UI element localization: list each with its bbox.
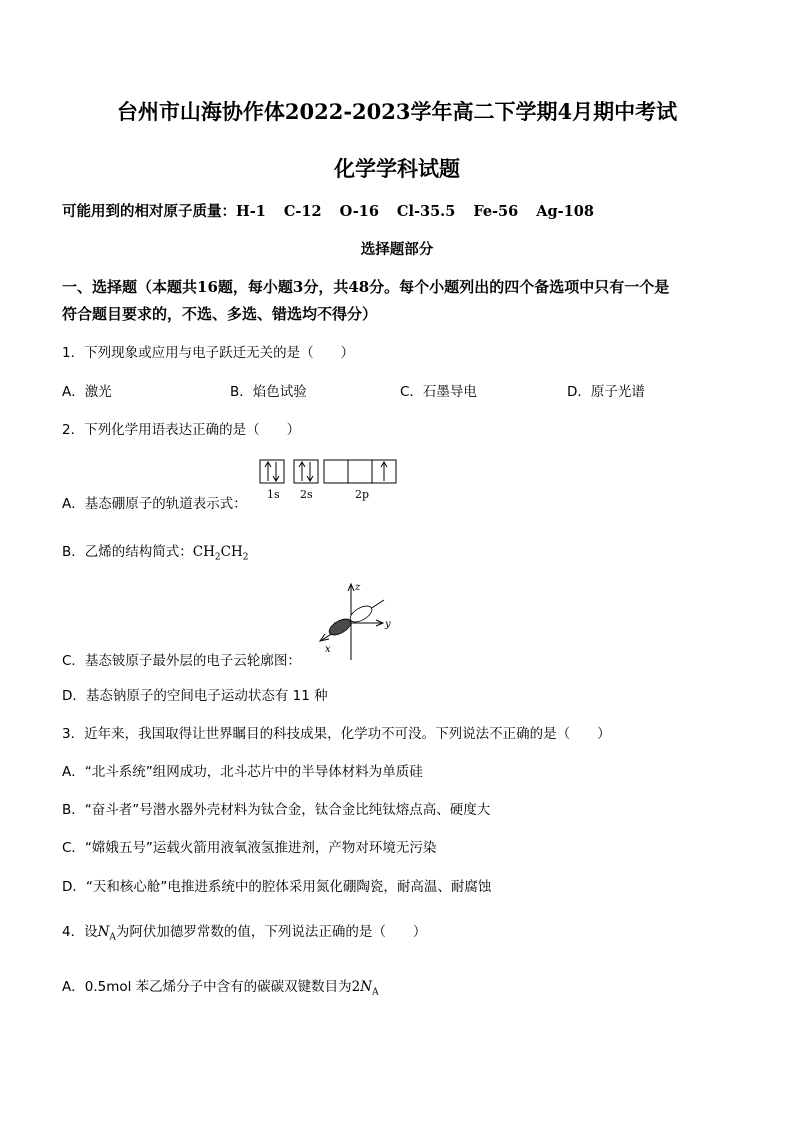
orbital-label-1s: 1s xyxy=(267,488,280,501)
avogadro-symbol: $N_A$ xyxy=(360,979,379,998)
atomic-mass-ag: Ag-108 xyxy=(536,203,594,220)
avogadro-symbol: $N_A$ xyxy=(97,924,116,943)
axis-label-z: z xyxy=(355,582,361,593)
q4-option-a xyxy=(62,975,379,998)
q2-option-b xyxy=(62,540,248,563)
boron-orbital-diagram xyxy=(258,458,403,504)
q3-option-c: C．“嫦娥五号”运载火箭用液氧液氢推进剂，产物对环境无污染 xyxy=(62,840,437,856)
orbital-box-2s xyxy=(294,460,318,483)
q2-option-a: A．基态硼原子的轨道表示式： xyxy=(62,496,247,512)
atomic-masses-label: 可能用到的相对原子质量： xyxy=(62,203,236,220)
orbital-box-1s xyxy=(260,460,284,483)
q4-option-a-coef: 2 xyxy=(351,979,361,995)
q1-stem: 1．下列现象或应用与电子跃迁无关的是（ ） xyxy=(62,345,355,361)
q4-stem-prefix: 4．设 xyxy=(62,924,98,940)
q4-option-a-prefix: A．0.5mol 苯乙烯分子中含有的碳碳双键数目为 xyxy=(62,979,352,995)
atomic-mass-c: C-12 xyxy=(283,203,322,220)
p-orbital-lobe-light xyxy=(348,603,375,625)
orbital-label-2p: 2p xyxy=(355,488,370,501)
q3-option-b: B．“奋斗者”号潜水器外壳材料为钛合金，钛合金比纯钛熔点高、硬度大 xyxy=(62,802,491,818)
atomic-mass-fe: Fe-56 xyxy=(473,203,519,220)
q1-option-c: C．石墨导电 xyxy=(400,384,477,400)
exam-title: 台州市山海协作体2022-2023学年高二下学期4月期中考试 xyxy=(116,99,678,124)
exam-subtitle: 化学学科试题 xyxy=(334,156,460,181)
section-heading-line1: 一、选择题（本题共16题，每小题3分，共48分。每个小题列出的四个备选项中只有一个是 xyxy=(62,278,670,296)
q4-stem-suffix: 为阿伏加德罗常数的值，下列说法正确的是（ ） xyxy=(115,924,427,940)
section-heading-line2: 符合题目要求的，不选、多选、错选均不得分） xyxy=(62,305,378,323)
atomic-mass-h: H-1 xyxy=(236,203,266,220)
electron-cloud-diagram xyxy=(312,580,397,662)
orbital-box-2p-1 xyxy=(324,460,348,483)
q3-stem: 3．近年来，我国取得让世界瞩目的科技成果，化学功不可没。下列说法不正确的是（ ） xyxy=(62,726,611,742)
q1-option-a: A．激光 xyxy=(62,384,112,400)
q2-option-d: D．基态钠原子的空间电子运动状态有 11 种 xyxy=(62,688,328,704)
q2-stem: 2．下列化学用语表达正确的是（ ） xyxy=(62,422,301,438)
q1-option-d: D．原子光谱 xyxy=(567,384,645,400)
q2-option-c: C．基态铍原子最外层的电子云轮廓图： xyxy=(62,653,301,669)
atomic-mass-cl: Cl-35.5 xyxy=(396,203,456,220)
x-axis-arrowhead xyxy=(320,634,329,641)
formula-ch: CH xyxy=(220,544,243,560)
q3-option-a: A．“北斗系统”组网成功，北斗芯片中的半导体材料为单质硅 xyxy=(62,764,423,780)
axis-label-x: x xyxy=(325,644,331,655)
atomic-mass-o: O-16 xyxy=(339,203,379,220)
q1-option-b: B．焰色试验 xyxy=(230,384,307,400)
q3-option-d: D．“天和核心舱”电推进系统中的腔体采用氮化硼陶瓷，耐高温、耐腐蚀 xyxy=(62,879,492,895)
q2-option-b-prefix: B．乙烯的结构简式： xyxy=(62,544,193,560)
q4-stem xyxy=(62,920,426,943)
formula-ch: CH xyxy=(192,544,215,560)
orbital-box-2p-2 xyxy=(348,460,372,483)
axis-label-y: y xyxy=(385,619,391,630)
formula-sub: 2 xyxy=(242,552,249,563)
atomic-masses-line xyxy=(62,200,594,221)
orbital-label-2s: 2s xyxy=(300,488,313,501)
formula-sub: 2 xyxy=(214,552,221,563)
part-label: 选择题部分 xyxy=(360,241,434,258)
